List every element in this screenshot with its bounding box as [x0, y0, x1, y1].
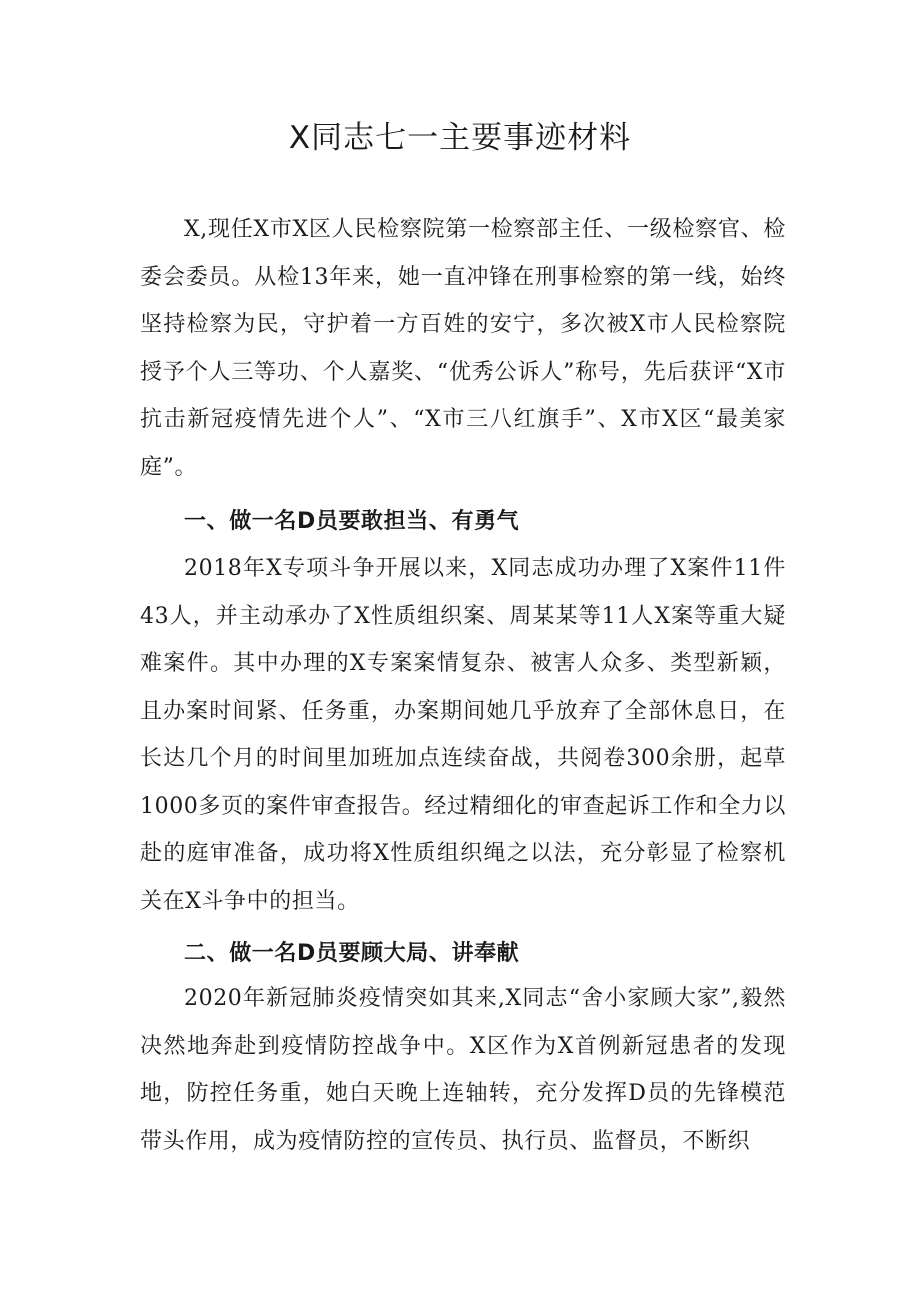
document-title: X同志七一主要事迹材料: [288, 120, 632, 156]
section-2-paragraph: 2020年新冠肺炎疫情突如其来,X同志“舍小家顾大家”,毅然决然地奔赴到疫情防控战争中。X区作为X首例新冠患者的发现地，防控任务重，她白天晚上连轴转，充分发挥D员的先锋模范带头作用，成为疫情防控的宣传员、执行员、监督员，不断织: [140, 986, 786, 1154]
intro-paragraph: X,现任X市X区人民检察院第一检察部主任、一级检察官、检委会委员。从检13年来，她一直冲锋在刑事检察的第一线，始终坚持检察为民，守护着一方百姓的安宁，多次被X市人民检察院授予个人三等功、个人嘉奖、“优秀公诉人”称号，先后获评“X市抗击新冠疫情先进个人”、“X市三八红旗手”、X市X区“最美家庭”。: [140, 217, 786, 480]
section-heading-2: 二、做一名D员要顾大局、讲奉献: [184, 941, 520, 966]
section-1-paragraph: 2018年X专项斗争开展以来，X同志成功办理了X案件11件43人，并主动承办了X性质组织案、周某某等11人X案等重大疑难案件。其中办理的X专案案情复杂、被害人众多、类型新颖，且办案时间紧、任务重，办案期间她几乎放弃了全部休息日，在长达几个月的时间里加班加点连续奋战，共阅卷300余册，起草1000多页的案件审查报告。经过精细化的审查起诉工作和全力以赴的庭审准备，成功将X性质组织绳之以法，充分彰显了检察机关在X斗争中的担当。: [140, 556, 786, 914]
section-heading-1: 一、做一名D员要敢担当、有勇气: [184, 509, 520, 534]
